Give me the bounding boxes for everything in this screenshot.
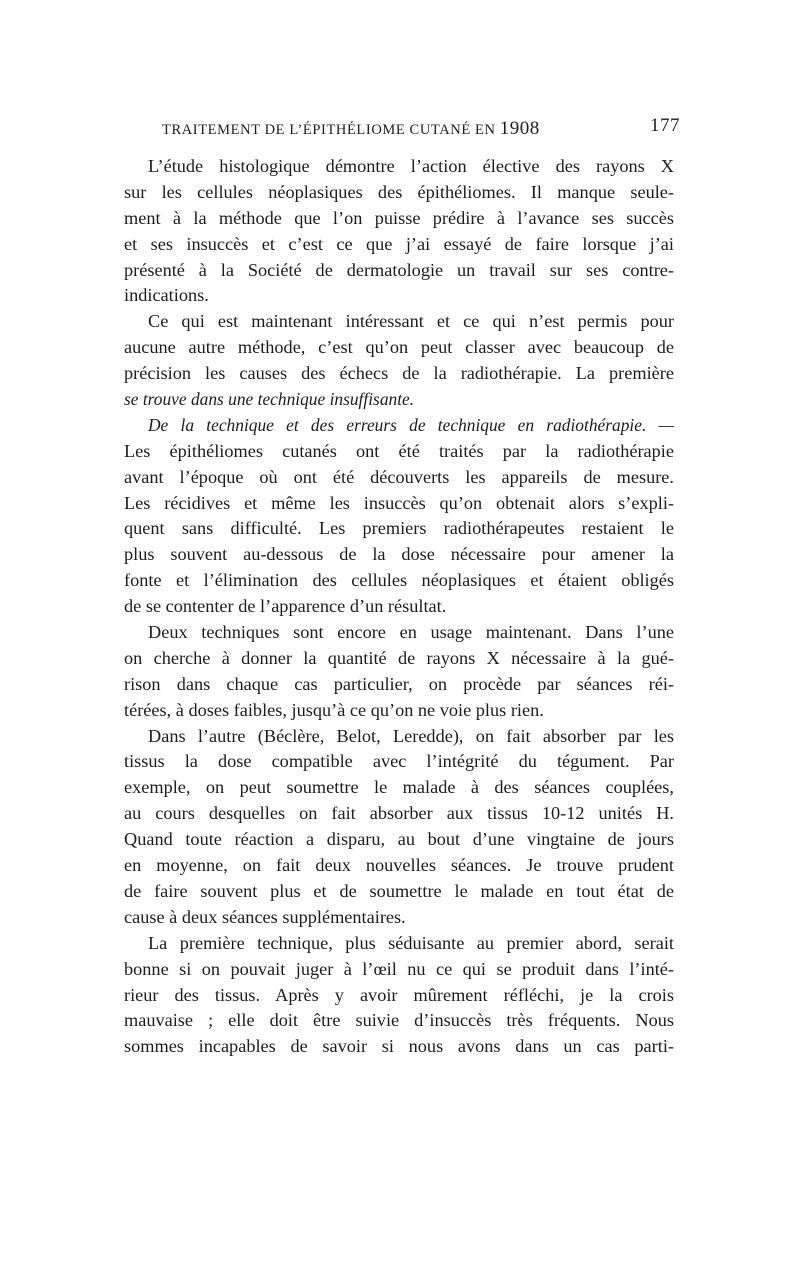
running-title-year: 1908 xyxy=(499,118,540,139)
page-number: 177 xyxy=(650,115,680,136)
text-line: indications. xyxy=(124,285,209,306)
text-line: en moyenne, on fait deux nouvelles séances. Je trouve prudent xyxy=(124,855,674,876)
text-line: sommes incapables de savoir si nous avons dans un cas parti- xyxy=(124,1036,674,1057)
text-line: Ce qui est maintenant intéressant et ce qui n’est permis pour xyxy=(148,311,674,332)
running-header xyxy=(162,115,682,140)
text-line: on cherche à donner la quantité de rayons X nécessaire à la gué- xyxy=(124,647,674,668)
text-line: tissus la dose compatible avec l’intégrité du tégument. Par xyxy=(124,751,674,772)
text-line: avant l’époque où ont été découverts les appareils de mesure. xyxy=(124,466,674,487)
text-line: Les récidives et même les insuccès qu’on obtenait alors s’expli- xyxy=(124,492,674,513)
running-title xyxy=(162,118,540,140)
text-line: exemple, on peut soumettre le malade à des séances couplées, xyxy=(124,777,674,798)
text-line: mauvaise ; elle doit être suivie d’insuccès très fréquents. Nous xyxy=(124,1010,674,1031)
text-line: de faire souvent plus et de soumettre le malade en tout état de xyxy=(124,880,674,901)
text-line: de se contenter de l’apparence d’un résultat. xyxy=(124,596,447,617)
text-line: fonte et l’élimination des cellules néoplasiques et étaient obligés xyxy=(124,570,674,591)
text-line: bonne si on pouvait juger à l’œil nu ce qui se produit dans l’inté- xyxy=(124,958,674,979)
text-line: L’étude histologique démontre l’action élective des rayons X xyxy=(148,156,674,176)
body-text xyxy=(124,154,674,1060)
running-title-text: TRAITEMENT DE L’ÉPITHÉLIOME CUTANÉ EN xyxy=(162,122,496,138)
text-line: précision les causes des échecs de la radiothérapie. La première xyxy=(124,363,674,384)
text-line: Les épithéliomes cutanés ont été traités par la radiothérapie xyxy=(124,440,674,461)
text-line: plus souvent au-dessous de la dose nécessaire pour amener la xyxy=(124,544,674,565)
text-line: se trouve dans une technique insuffisante. xyxy=(124,389,415,410)
text-line: Dans l’autre (Béclère, Belot, Leredde), on fait absorber par les xyxy=(148,725,674,746)
text-line: térées, à doses faibles, jusqu’à ce qu’on ne voie plus rien. xyxy=(124,699,544,720)
text-line: Deux techniques sont encore en usage maintenant. Dans l’une xyxy=(148,622,674,643)
text-line: au cours desquelles on fait absorber aux tissus 10-12 unités H. xyxy=(124,803,674,824)
text-line: et ses insuccès et c’est ce que j’ai essayé de faire lorsque j’ai xyxy=(124,233,674,254)
text-line: présenté à la Société de dermatologie un travail sur ses contre- xyxy=(124,259,674,280)
text-line: La première technique, plus séduisante au premier abord, serait xyxy=(148,932,674,953)
text-line: ment à la méthode que l’on puisse prédire à l’avance ses succès xyxy=(124,207,674,228)
text-line: sur les cellules néoplasiques des épithéliomes. Il manque seule- xyxy=(124,181,674,202)
text-line: rieur des tissus. Après y avoir mûrement réfléchi, je la crois xyxy=(124,984,674,1005)
text-line: Quand toute réaction a disparu, au bout d’une vingtaine de jours xyxy=(124,829,674,850)
text-line: aucune autre méthode, c’est qu’on peut classer avec beaucoup de xyxy=(124,337,674,358)
text-line: cause à deux séances supplémentaires. xyxy=(124,906,406,927)
text-line: quent sans difficulté. Les premiers radiothérapeutes restaient le xyxy=(124,518,674,539)
section-heading: De la technique et des erreurs de technique en radiothérapie. — xyxy=(148,414,674,435)
text-line: rison dans chaque cas particulier, on procède par séances réi- xyxy=(124,673,674,694)
